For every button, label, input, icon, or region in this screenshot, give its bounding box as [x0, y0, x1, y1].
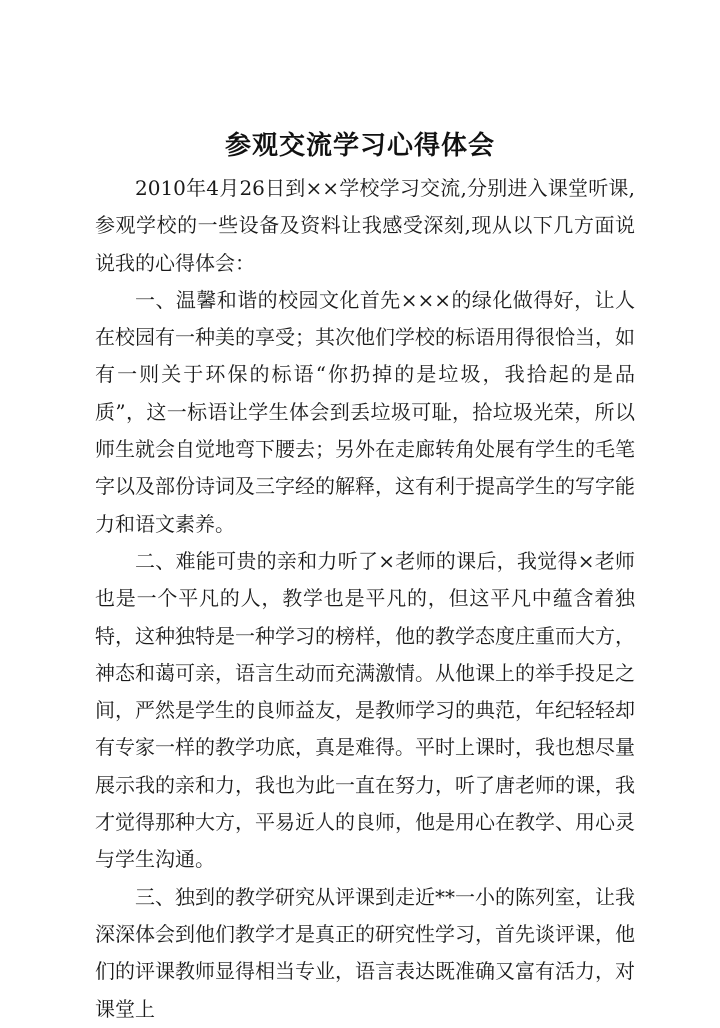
paragraph-affinity: 二、难能可贵的亲和力听了×老师的课后，我觉得×老师也是一个平凡的人，教学也是平凡的，但这平凡中蕴含着独特，这种独特是一种学习的榜样，他的教学态度庄重而大方，神态和蔼可亲，语言生动而充满激情。从他课上的举手投足之间，严然是学生的良师益友，是教师学习的典范，年纪轻轻却有专家一样的教学功底，真是难得。平时上课时，我也想尽量展示我的亲和力，我也为此一直在努力，听了唐老师的课，我才觉得那种大方，平易近人的良师，他是用心在教学、用心灵与学生沟通。 [95, 548, 635, 872]
paragraph-teaching-research: 三、独到的教学研究从评课到走近**一小的陈列室，让我深深体会到他们教学才是真正的研究性学习，首先谈评课，他们的评课教师显得相当专业，语言表达既准确又富有活力，对课堂上 [95, 884, 635, 1021]
document-body [95, 170, 635, 1028]
document-title: 参观交流学习心得体会 [224, 131, 495, 161]
paragraph-campus-culture: 一、温馨和谐的校园文化首先×××的绿化做得好，让人在校园有一种美的享受；其次他们学校的标语用得很恰当，如有一则关于环保的标语“你扔掉的是垃圾，我拾起的是品质”，这一标语让学生体会到丢垃圾可耻，拾垃圾光荣，所以师生就会自觉地弯下腰去；另外在走廊转角处展有学生的毛笔字以及部份诗词及三字经的解释，这有利于提高学生的写字能力和语文素养。 [95, 287, 635, 536]
paragraph-intro: 2010年4月26日到××学校学习交流,分别进入课堂听课,参观学校的一些设备及资料让我感受深刻,现从以下几方面说说我的心得体会： [95, 176, 635, 275]
